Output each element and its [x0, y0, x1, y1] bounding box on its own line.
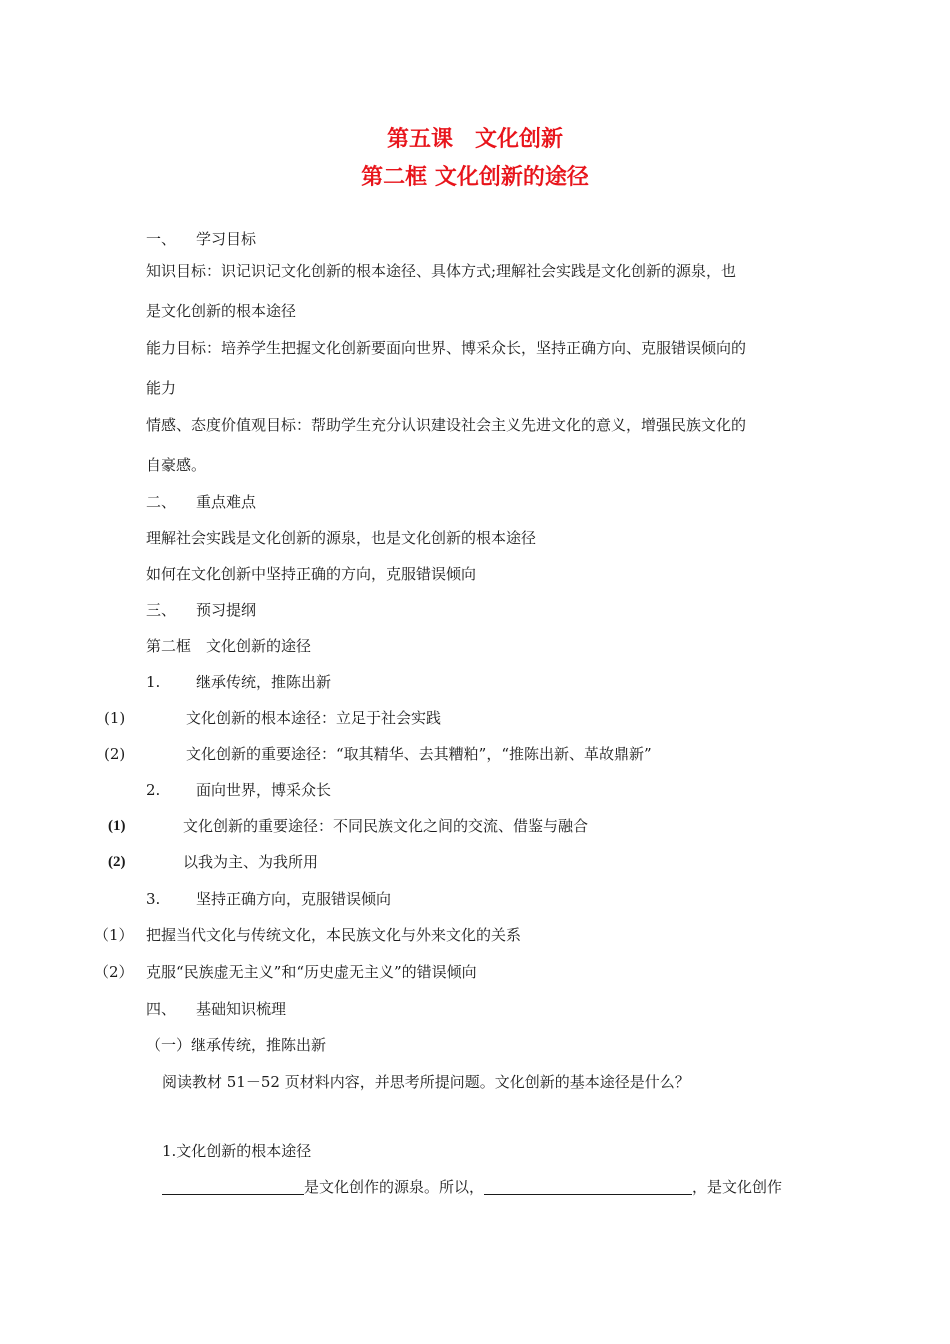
fill-text-b: ，是文化创作 [692, 1178, 783, 1196]
outline-item-1-text: 继承传统，推陈出新 [196, 673, 332, 691]
outline-item-1-number: 1. [146, 673, 161, 691]
emotion-goal-line1: 情感、态度价值观目标：帮助学生充分认识建设社会主义先进文化的意义，增强民族文化的 [146, 416, 747, 434]
fill-in-line [162, 1177, 782, 1197]
outline-item-3-number: 3. [146, 890, 161, 908]
ability-goal-line2: 能力 [146, 379, 177, 397]
answer-blank-2[interactable] [484, 1178, 692, 1195]
outline-item-3-2-text: 克服“民族虚无主义”和“历史虚无主义”的错误倾向 [146, 963, 477, 981]
knowledge-item-1: 1.文化创新的根本途径 [162, 1142, 312, 1160]
answer-blank-1[interactable] [162, 1178, 304, 1195]
sec2-number: 二、 [146, 493, 177, 511]
outline-item-2-number: 2. [146, 781, 161, 799]
knowledge-goal-line1: 知识目标：识记识记文化创新的根本途径、具体方式;理解社会实践是文化创新的源泉，也 [146, 262, 737, 280]
emotion-goal-line2: 自豪感。 [146, 456, 207, 474]
sec1-number: 一、 [146, 230, 177, 248]
sec1-heading: 学习目标 [196, 230, 257, 248]
outline-item-2-1-number: (1) [108, 818, 126, 834]
reading-prompt: 阅读教材 51－52 页材料内容，并思考所提问题。文化创新的基本途径是什么？ [162, 1073, 690, 1091]
sec3-heading: 预习提纲 [196, 601, 257, 619]
outline-item-3-2-number: （2） [94, 963, 134, 981]
knowledge-goal-line2: 是文化创新的根本途径 [146, 302, 297, 320]
outline-item-1-2-number: (2) [104, 745, 126, 763]
lesson-title: 第五课 文化创新 [386, 127, 563, 152]
ability-goal-line1: 能力目标：培养学生把握文化创新要面向世界、博采众长，坚持正确方向、克服错误倾向的 [146, 339, 747, 357]
outline-item-3-1-number: （1） [94, 926, 134, 944]
outline-item-2-2-text: 以我为主、为我所用 [183, 853, 319, 871]
outline-item-1-1-text: 文化创新的根本途径：立足于社会实践 [186, 709, 442, 727]
sec4-subheading-1: （一）继承传统，推陈出新 [146, 1036, 327, 1054]
outline-item-2-text: 面向世界，博采众长 [196, 781, 332, 799]
outline-item-1-1-number: (1) [104, 709, 126, 727]
outline-item-3-1-text: 把握当代文化与传统文化，本民族文化与外来文化的关系 [146, 926, 522, 944]
key-point-1: 理解社会实践是文化创新的源泉，也是文化创新的根本途径 [146, 529, 537, 547]
sec4-number: 四、 [146, 1000, 177, 1018]
outline-item-1-2-text: 文化创新的重要途径：“取其精华、去其糟粕”，“推陈出新、革故鼎新” [186, 745, 652, 763]
sec3-number: 三、 [146, 601, 177, 619]
sec4-heading: 基础知识梳理 [196, 1000, 287, 1018]
fill-text-a: 是文化创作的源泉。所以， [304, 1178, 485, 1196]
outline-item-2-2-number: (2) [108, 854, 126, 870]
sec2-heading: 重点难点 [196, 493, 257, 511]
outline-frame-title: 第二框 文化创新的途径 [146, 637, 312, 655]
outline-item-2-1-text: 文化创新的重要途径：不同民族文化之间的交流、借鉴与融合 [183, 817, 589, 835]
key-point-2: 如何在文化创新中坚持正确的方向，克服错误倾向 [146, 565, 477, 583]
section-title: 第二框 文化创新的途径 [361, 165, 589, 190]
outline-item-3-text: 坚持正确方向，克服错误倾向 [196, 890, 392, 908]
